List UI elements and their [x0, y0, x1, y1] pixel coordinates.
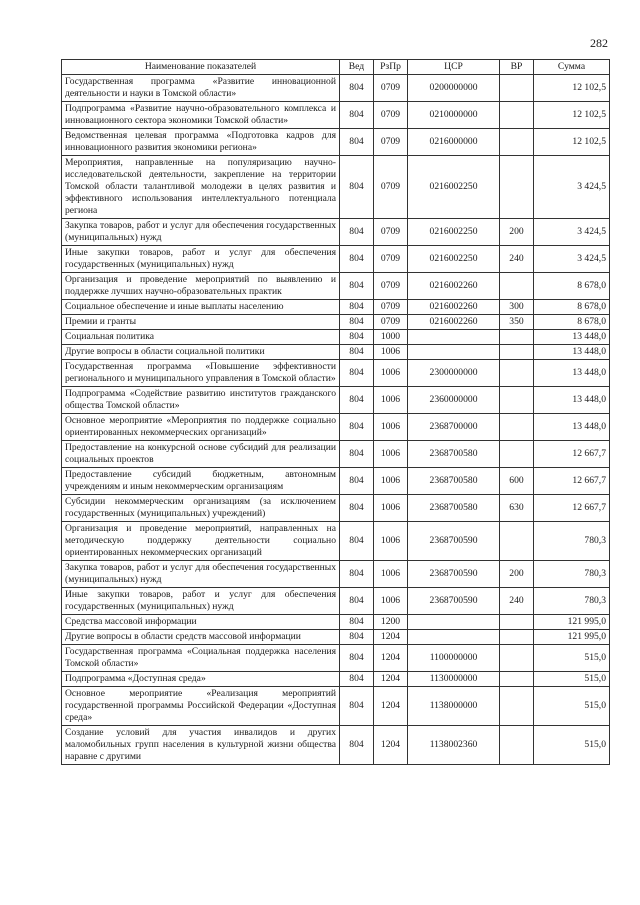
table-row — [62, 561, 610, 588]
table-row — [62, 615, 610, 630]
cell-ved: 804 — [340, 414, 374, 441]
cell-rzpr: 1006 — [374, 468, 408, 495]
cell-rzpr: 0709 — [374, 300, 408, 315]
cell-rzpr: 0709 — [374, 129, 408, 156]
cell-name: Ведомственная целевая программа «Подготовка кадров для инновационного развития экономики региона» — [62, 129, 340, 156]
cell-name: Государственная программа «Развитие инновационной деятельности и науки в Томской области» — [62, 75, 340, 102]
cell-rzpr: 1204 — [374, 645, 408, 672]
table-row — [62, 630, 610, 645]
cell-rzpr: 1006 — [374, 441, 408, 468]
cell-vr — [500, 687, 534, 726]
cell-csr: 0210000000 — [408, 102, 500, 129]
cell-vr — [500, 414, 534, 441]
cell-vr — [500, 330, 534, 345]
cell-ved: 804 — [340, 726, 374, 765]
cell-rzpr: 1204 — [374, 630, 408, 645]
cell-rzpr: 0709 — [374, 219, 408, 246]
cell-name: Премии и гранты — [62, 315, 340, 330]
table-row — [62, 300, 610, 315]
cell-csr: 2368700590 — [408, 522, 500, 561]
cell-csr: 0216002250 — [408, 246, 500, 273]
table-row — [62, 315, 610, 330]
cell-csr — [408, 615, 500, 630]
cell-sum: 8 678,0 — [534, 315, 610, 330]
cell-sum: 3 424,5 — [534, 246, 610, 273]
header-csr: ЦСР — [408, 60, 500, 75]
cell-name: Мероприятия, направленные на популяризацию научно-исследовательской деятельности, закрепление на территории Томской области талантливой молодежи в целях развития и эффективного использования интеллектуального потенциала региона — [62, 156, 340, 219]
cell-vr — [500, 102, 534, 129]
cell-vr — [500, 387, 534, 414]
cell-sum: 515,0 — [534, 726, 610, 765]
cell-ved: 804 — [340, 387, 374, 414]
cell-csr: 0216002260 — [408, 273, 500, 300]
cell-rzpr: 1204 — [374, 672, 408, 687]
header-rzpr: РзПр — [374, 60, 408, 75]
cell-ved: 804 — [340, 522, 374, 561]
cell-ved: 804 — [340, 246, 374, 273]
cell-csr: 0216002260 — [408, 300, 500, 315]
cell-vr — [500, 360, 534, 387]
cell-csr: 0216002260 — [408, 315, 500, 330]
cell-name: Предоставление на конкурсной основе субсидий для реализации социальных проектов — [62, 441, 340, 468]
cell-rzpr: 1006 — [374, 387, 408, 414]
cell-sum: 12 667,7 — [534, 495, 610, 522]
cell-vr — [500, 156, 534, 219]
table-row — [62, 588, 610, 615]
page-number: 282 — [590, 36, 608, 50]
cell-ved: 804 — [340, 330, 374, 345]
cell-ved: 804 — [340, 156, 374, 219]
cell-name: Основное мероприятие «Мероприятия по поддержке социально ориентированных некоммерческих организаций» — [62, 414, 340, 441]
cell-ved: 804 — [340, 441, 374, 468]
cell-sum: 121 995,0 — [534, 630, 610, 645]
cell-name: Социальная политика — [62, 330, 340, 345]
cell-vr: 240 — [500, 588, 534, 615]
cell-csr: 1100000000 — [408, 645, 500, 672]
cell-rzpr: 0709 — [374, 102, 408, 129]
cell-ved: 804 — [340, 75, 374, 102]
cell-vr — [500, 441, 534, 468]
cell-csr: 0216000000 — [408, 129, 500, 156]
cell-rzpr: 1204 — [374, 687, 408, 726]
cell-ved: 804 — [340, 345, 374, 360]
cell-vr: 240 — [500, 246, 534, 273]
table-header-row — [62, 60, 610, 75]
cell-rzpr: 1204 — [374, 726, 408, 765]
cell-csr — [408, 630, 500, 645]
table-row — [62, 672, 610, 687]
cell-vr: 350 — [500, 315, 534, 330]
cell-csr: 1138002360 — [408, 726, 500, 765]
cell-sum: 3 424,5 — [534, 219, 610, 246]
cell-vr — [500, 615, 534, 630]
cell-csr: 2368700580 — [408, 441, 500, 468]
cell-vr — [500, 645, 534, 672]
cell-name: Предоставление субсидий бюджетным, автономным учреждениям и иным некоммерческим организациям — [62, 468, 340, 495]
cell-csr: 1138000000 — [408, 687, 500, 726]
cell-sum: 13 448,0 — [534, 387, 610, 414]
header-sum: Сумма — [534, 60, 610, 75]
cell-name: Закупка товаров, работ и услуг для обеспечения государственных (муниципальных) нужд — [62, 561, 340, 588]
table-row — [62, 129, 610, 156]
cell-name: Другие вопросы в области социальной политики — [62, 345, 340, 360]
cell-name: Основное мероприятие «Реализация мероприятий государственной программы Российской Федерации «Доступная среда» — [62, 687, 340, 726]
cell-sum: 780,3 — [534, 588, 610, 615]
cell-rzpr: 0709 — [374, 273, 408, 300]
cell-ved: 804 — [340, 102, 374, 129]
table-row — [62, 156, 610, 219]
cell-ved: 804 — [340, 129, 374, 156]
cell-sum: 12 102,5 — [534, 75, 610, 102]
cell-sum: 12 667,7 — [534, 441, 610, 468]
cell-rzpr: 1006 — [374, 561, 408, 588]
cell-ved: 804 — [340, 468, 374, 495]
table-row — [62, 102, 610, 129]
header-vr: ВР — [500, 60, 534, 75]
cell-sum: 12 102,5 — [534, 129, 610, 156]
cell-name: Подпрограмма «Доступная среда» — [62, 672, 340, 687]
cell-name: Средства массовой информации — [62, 615, 340, 630]
cell-name: Подпрограмма «Развитие научно-образовательного комплекса и инновационного сектора экономики Томской области» — [62, 102, 340, 129]
cell-vr: 600 — [500, 468, 534, 495]
cell-rzpr: 1006 — [374, 588, 408, 615]
table-row — [62, 468, 610, 495]
cell-csr: 2360000000 — [408, 387, 500, 414]
budget-table — [61, 59, 610, 765]
cell-vr — [500, 75, 534, 102]
table-row — [62, 345, 610, 360]
cell-ved: 804 — [340, 687, 374, 726]
cell-ved: 804 — [340, 561, 374, 588]
cell-ved: 804 — [340, 615, 374, 630]
cell-vr: 200 — [500, 561, 534, 588]
cell-name: Организация и проведение мероприятий, направленных на методическую поддержку деятельности социально ориентированных некоммерческих организаций — [62, 522, 340, 561]
cell-ved: 804 — [340, 360, 374, 387]
cell-vr — [500, 726, 534, 765]
cell-vr — [500, 630, 534, 645]
cell-vr: 630 — [500, 495, 534, 522]
cell-csr — [408, 330, 500, 345]
cell-ved: 804 — [340, 315, 374, 330]
table-row — [62, 246, 610, 273]
header-name: Наименование показателей — [62, 60, 340, 75]
cell-name: Субсидии некоммерческим организациям (за исключением государственных (муниципальных) учреждений) — [62, 495, 340, 522]
cell-name: Закупка товаров, работ и услуг для обеспечения государственных (муниципальных) нужд — [62, 219, 340, 246]
cell-vr: 300 — [500, 300, 534, 315]
cell-sum: 515,0 — [534, 672, 610, 687]
cell-name: Другие вопросы в области средств массовой информации — [62, 630, 340, 645]
cell-sum: 515,0 — [534, 645, 610, 672]
table-row — [62, 495, 610, 522]
cell-name: Государственная программа «Социальная поддержка населения Томской области» — [62, 645, 340, 672]
cell-csr: 2300000000 — [408, 360, 500, 387]
table-row — [62, 219, 610, 246]
cell-vr: 200 — [500, 219, 534, 246]
cell-name: Организация и проведение мероприятий по выявлению и поддержке лучших научно-образовательных практик — [62, 273, 340, 300]
cell-sum: 780,3 — [534, 561, 610, 588]
table-row — [62, 645, 610, 672]
cell-sum: 3 424,5 — [534, 156, 610, 219]
cell-vr — [500, 672, 534, 687]
cell-ved: 804 — [340, 645, 374, 672]
table-row — [62, 273, 610, 300]
table-row — [62, 360, 610, 387]
cell-name: Иные закупки товаров, работ и услуг для обеспечения государственных (муниципальных) нужд — [62, 246, 340, 273]
table-row — [62, 687, 610, 726]
cell-csr: 0216002250 — [408, 219, 500, 246]
cell-sum: 515,0 — [534, 687, 610, 726]
table-row — [62, 441, 610, 468]
cell-rzpr: 1006 — [374, 414, 408, 441]
cell-rzpr: 0709 — [374, 246, 408, 273]
cell-sum: 13 448,0 — [534, 414, 610, 441]
table-row — [62, 522, 610, 561]
table-row — [62, 726, 610, 765]
cell-vr — [500, 522, 534, 561]
table-row — [62, 414, 610, 441]
cell-sum: 8 678,0 — [534, 300, 610, 315]
cell-sum: 12 667,7 — [534, 468, 610, 495]
cell-ved: 804 — [340, 495, 374, 522]
cell-ved: 804 — [340, 672, 374, 687]
cell-rzpr: 1006 — [374, 495, 408, 522]
cell-sum: 13 448,0 — [534, 330, 610, 345]
cell-ved: 804 — [340, 588, 374, 615]
cell-csr — [408, 345, 500, 360]
cell-name: Иные закупки товаров, работ и услуг для обеспечения государственных (муниципальных) нужд — [62, 588, 340, 615]
cell-name: Подпрограмма «Содействие развитию институтов гражданского общества Томской области» — [62, 387, 340, 414]
table-row — [62, 75, 610, 102]
cell-rzpr: 1006 — [374, 360, 408, 387]
cell-csr: 2368700580 — [408, 468, 500, 495]
cell-vr — [500, 129, 534, 156]
cell-csr: 1130000000 — [408, 672, 500, 687]
cell-name: Социальное обеспечение и иные выплаты населению — [62, 300, 340, 315]
cell-rzpr: 1006 — [374, 345, 408, 360]
cell-ved: 804 — [340, 273, 374, 300]
cell-csr: 0200000000 — [408, 75, 500, 102]
cell-csr: 2368700590 — [408, 561, 500, 588]
cell-sum: 780,3 — [534, 522, 610, 561]
cell-name: Создание условий для участия инвалидов и других маломобильных групп населения в культурной жизни общества наравне с другими — [62, 726, 340, 765]
cell-ved: 804 — [340, 219, 374, 246]
cell-rzpr: 1000 — [374, 330, 408, 345]
cell-rzpr: 0709 — [374, 156, 408, 219]
cell-vr — [500, 345, 534, 360]
cell-sum: 13 448,0 — [534, 345, 610, 360]
cell-csr: 2368700590 — [408, 588, 500, 615]
cell-vr — [500, 273, 534, 300]
cell-sum: 12 102,5 — [534, 102, 610, 129]
cell-rzpr: 0709 — [374, 315, 408, 330]
cell-ved: 804 — [340, 300, 374, 315]
cell-sum: 8 678,0 — [534, 273, 610, 300]
cell-ved: 804 — [340, 630, 374, 645]
cell-rzpr: 1200 — [374, 615, 408, 630]
cell-sum: 13 448,0 — [534, 360, 610, 387]
cell-csr: 2368700580 — [408, 495, 500, 522]
cell-name: Государственная программа «Повышение эффективности регионального и муниципального управления в Томской области» — [62, 360, 340, 387]
cell-sum: 121 995,0 — [534, 615, 610, 630]
cell-csr: 0216002250 — [408, 156, 500, 219]
table-row — [62, 330, 610, 345]
header-ved: Вед — [340, 60, 374, 75]
table-row — [62, 387, 610, 414]
cell-rzpr: 0709 — [374, 75, 408, 102]
cell-rzpr: 1006 — [374, 522, 408, 561]
cell-csr: 2368700000 — [408, 414, 500, 441]
